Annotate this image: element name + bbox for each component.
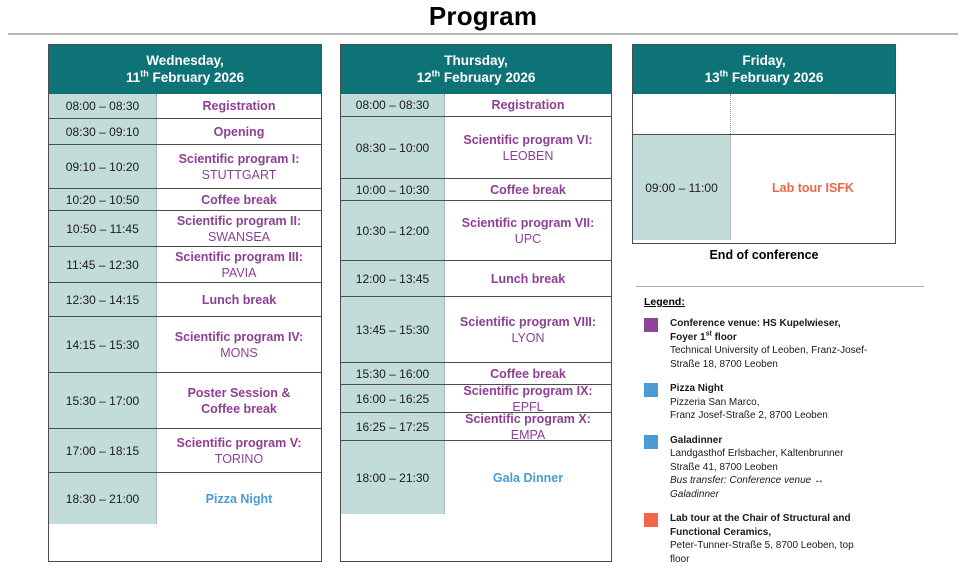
legend-divider (636, 286, 924, 287)
event-title: Coffee break (490, 182, 566, 197)
event-title: Gala Dinner (492, 470, 564, 485)
schedule-event (157, 145, 321, 188)
schedule-time: 18:30 – 21:00 (49, 473, 157, 524)
schedule-time: 13:45 – 15:30 (341, 297, 445, 362)
legend-color-swatch (644, 513, 658, 527)
legend-heading: Galadinner (670, 434, 723, 446)
schedule-row (49, 472, 321, 524)
day-date: 12th February 2026 (416, 68, 536, 85)
event-location: LEOBEN (502, 148, 554, 163)
day-weekday: Wednesday, (146, 53, 224, 68)
schedule-row (341, 116, 611, 178)
legend-heading-line2: Functional Ceramics, (670, 526, 772, 538)
event-title: Scientific program III: (175, 249, 303, 264)
legend-address-line: Pizzeria San Marco, (670, 396, 760, 408)
schedule-event (445, 94, 611, 116)
legend-color-swatch (644, 435, 658, 449)
schedule-time: 10:50 – 11:45 (49, 211, 157, 246)
event-location: UPC (514, 231, 542, 246)
schedule-time: 12:00 – 13:45 (341, 261, 445, 296)
event-title: Scientific program I: (178, 151, 300, 166)
schedule-event (445, 363, 611, 384)
day-weekday: Thursday, (444, 53, 508, 68)
legend-address-line: Franz Josef-Straße 2, 8700 Leoben (670, 410, 828, 421)
day-date: 11th February 2026 (125, 68, 245, 85)
schedule-row (341, 362, 611, 384)
schedule-row (49, 118, 321, 144)
event-title: Registration (202, 99, 276, 113)
legend-item (636, 512, 936, 566)
schedule-row (341, 384, 611, 412)
schedule-row (341, 440, 611, 514)
day-weekday: Friday, (742, 53, 786, 68)
event-title: Scientific program VII: (461, 215, 595, 230)
event-title: Scientific program X: (465, 411, 591, 426)
legend-description (670, 434, 843, 502)
legend-description (670, 382, 828, 423)
event-location: SWANSEA (207, 229, 271, 244)
schedule-event (445, 413, 611, 440)
schedule-time: 14:15 – 15:30 (49, 317, 157, 372)
event-title: Scientific program VI: (463, 132, 593, 147)
end-of-conference-label: End of conference (709, 248, 819, 262)
event-location: MONS (220, 345, 258, 360)
event-title-line2: Coffee break (201, 401, 277, 416)
schedule-event (445, 179, 611, 200)
schedule-time: 09:10 – 10:20 (49, 145, 157, 188)
schedule-row (49, 210, 321, 246)
day-header-thursday (341, 45, 611, 94)
schedule-row (49, 428, 321, 472)
legend-address-line: Straße 41, 8700 Leoben (670, 461, 778, 473)
schedule-row (633, 134, 895, 240)
schedule-event (445, 441, 611, 514)
legend-note-line: Galadinner (670, 488, 719, 500)
legend-heading: Conference venue: HS Kupelwieser, (670, 318, 841, 329)
legend-address-line: Technical University of Leoben, Franz-Josef- (670, 345, 868, 356)
schedule-event (157, 94, 321, 118)
schedule-row (341, 260, 611, 296)
schedule-row (341, 200, 611, 260)
day-header-friday (633, 45, 895, 94)
schedule-time: 10:20 – 10:50 (49, 189, 157, 210)
event-title: Lunch break (490, 271, 566, 286)
event-title: Coffee break (490, 366, 566, 381)
schedule-time: 08:00 – 08:30 (341, 94, 445, 116)
event-title: Poster Session & (187, 385, 291, 400)
legend (636, 286, 936, 577)
legend-heading: Pizza Night (670, 383, 724, 394)
schedule-row (341, 94, 611, 116)
schedule-row (49, 94, 321, 118)
event-location: TORINO (214, 451, 264, 466)
event-title: Lab tour ISFK (772, 180, 854, 195)
schedule-row (49, 246, 321, 282)
schedule-event (157, 247, 321, 282)
event-title: Opening (213, 124, 265, 139)
event-title: Scientific program IV: (174, 329, 304, 344)
legend-title: Legend: (644, 296, 685, 308)
schedule-row (49, 372, 321, 428)
day-rows-wednesday (49, 94, 321, 524)
schedule-event (731, 94, 895, 134)
legend-note-line: Bus transfer: Conference venue ↔ (670, 475, 824, 486)
legend-address-line: Peter-Tunner-Straße 5, 8700 Leoben, top (670, 540, 854, 551)
schedule-time: 18:00 – 21:30 (341, 441, 445, 514)
schedule-row (633, 94, 895, 134)
day-date: 13th February 2026 (704, 68, 824, 85)
event-title: Coffee break (201, 192, 277, 207)
schedule-row (49, 144, 321, 188)
schedule-event (157, 189, 321, 210)
day-table-wednesday (48, 44, 322, 562)
legend-heading-line2: Foyer 1st floor (670, 330, 737, 343)
schedule-time: 15:30 – 17:00 (49, 373, 157, 428)
event-title: Scientific program VIII: (459, 314, 597, 329)
legend-heading: Lab tour at the Chair of Structural and (670, 513, 851, 524)
legend-color-swatch (644, 383, 658, 397)
schedule-time: 08:00 – 08:30 (49, 94, 157, 118)
schedule-time: 12:30 – 14:15 (49, 283, 157, 316)
schedule-event (157, 211, 321, 246)
event-location: PAVIA (221, 265, 257, 280)
schedule-event (157, 119, 321, 144)
legend-item (636, 382, 936, 423)
schedule-event (731, 135, 895, 240)
schedule-event (445, 385, 611, 412)
schedule-time: 11:45 – 12:30 (49, 247, 157, 282)
day-table-friday (632, 44, 896, 244)
schedule-event (157, 317, 321, 372)
event-title: Lunch break (201, 292, 277, 307)
schedule-time: 16:00 – 16:25 (341, 385, 445, 412)
schedule-time: 15:30 – 16:00 (341, 363, 445, 384)
page-title-area (0, 0, 966, 36)
event-title: Scientific program II: (176, 213, 302, 228)
legend-item (636, 434, 936, 502)
event-title: Registration (491, 98, 565, 112)
schedule-event (157, 283, 321, 316)
event-title: Scientific program V: (176, 435, 302, 450)
legend-description (670, 317, 867, 371)
schedule-time (633, 94, 731, 134)
event-location: EMPA (510, 427, 546, 442)
schedule-event (445, 261, 611, 296)
schedule-event (445, 201, 611, 260)
schedule-row (341, 412, 611, 440)
day-table-thursday (340, 44, 612, 562)
event-location: STUTTGART (201, 167, 277, 182)
legend-color-swatch (644, 318, 658, 332)
schedule-time: 16:25 – 17:25 (341, 413, 445, 440)
legend-address-line: Straße 18, 8700 Leoben (670, 358, 778, 370)
schedule-time: 09:00 – 11:00 (633, 135, 731, 240)
legend-address-line: Landgasthof Erlsbacher, Kaltenbrunner (670, 448, 844, 459)
event-title: Pizza Night (205, 491, 273, 506)
event-location: LYON (511, 330, 545, 345)
schedule-event (157, 429, 321, 472)
schedule-event (445, 117, 611, 178)
schedule-row (49, 188, 321, 210)
legend-address-line: floor (670, 553, 690, 565)
schedule-event (157, 473, 321, 524)
schedule-event (157, 373, 321, 428)
schedule-time: 08:30 – 10:00 (341, 117, 445, 178)
schedule-event (445, 297, 611, 362)
legend-description (670, 512, 854, 566)
schedule-time: 10:00 – 10:30 (341, 179, 445, 200)
day-rows-friday (633, 94, 895, 240)
schedule-row (49, 282, 321, 316)
schedule-time: 10:30 – 12:00 (341, 201, 445, 260)
schedule-time: 17:00 – 18:15 (49, 429, 157, 472)
event-title: Scientific program IX: (463, 383, 593, 398)
schedule-row (49, 316, 321, 372)
schedule-time: 08:30 – 09:10 (49, 119, 157, 144)
schedule-row (341, 178, 611, 200)
page-title: Program (428, 1, 538, 31)
title-divider (8, 33, 958, 35)
day-header-wednesday (49, 45, 321, 94)
legend-item (636, 317, 936, 371)
event-location: EPFL (512, 399, 544, 414)
schedule-row (341, 296, 611, 362)
day-rows-thursday (341, 94, 611, 514)
legend-items (636, 317, 936, 566)
